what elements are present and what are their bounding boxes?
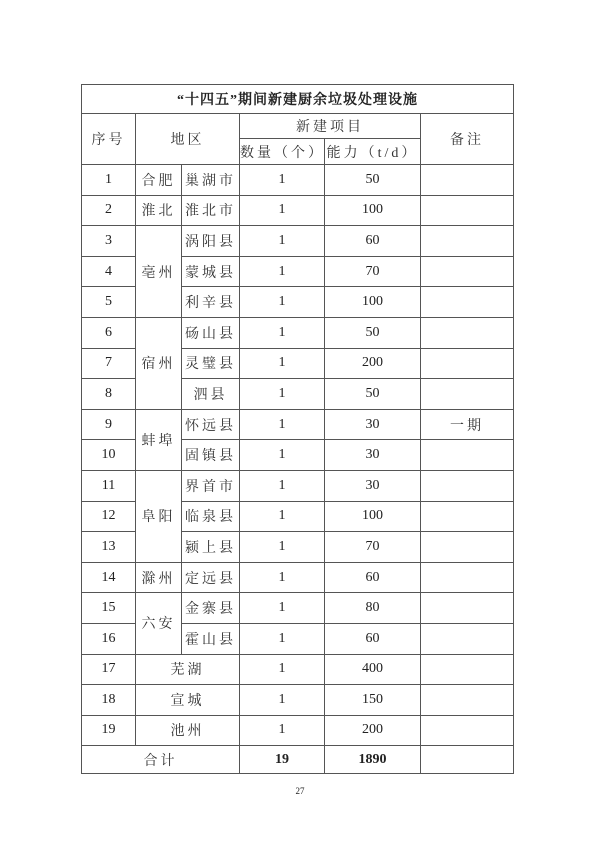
row-city: 合肥	[136, 165, 182, 196]
row-city: 亳州	[136, 226, 182, 318]
row-remarks	[421, 256, 514, 287]
row-index: 15	[82, 593, 136, 624]
row-capacity: 100	[325, 287, 421, 318]
row-index: 13	[82, 532, 136, 563]
table-row	[82, 470, 514, 501]
page-number: 27	[295, 786, 305, 796]
row-index: 10	[82, 440, 136, 471]
total-count: 19	[240, 746, 325, 774]
row-county: 泗县	[182, 379, 240, 410]
row-count: 1	[240, 623, 325, 654]
row-count: 1	[240, 532, 325, 563]
table-row	[82, 562, 514, 593]
row-capacity: 100	[325, 501, 421, 532]
row-index: 14	[82, 562, 136, 593]
row-county: 临泉县	[182, 501, 240, 532]
row-count: 1	[240, 287, 325, 318]
header-region: 地区	[136, 114, 240, 165]
row-remarks	[421, 348, 514, 379]
row-remarks	[421, 593, 514, 624]
row-index: 16	[82, 623, 136, 654]
row-count: 1	[240, 256, 325, 287]
row-remarks	[421, 562, 514, 593]
row-remarks	[421, 532, 514, 563]
row-county: 淮北市	[182, 195, 240, 226]
row-county: 怀远县	[182, 409, 240, 440]
row-index: 4	[82, 256, 136, 287]
table-row	[82, 593, 514, 624]
row-capacity: 60	[325, 226, 421, 257]
row-county: 灵璧县	[182, 348, 240, 379]
facilities-table	[81, 84, 514, 774]
row-count: 1	[240, 440, 325, 471]
row-count: 1	[240, 379, 325, 410]
row-capacity: 30	[325, 440, 421, 471]
row-index: 6	[82, 317, 136, 348]
row-city: 芜湖	[136, 654, 240, 685]
row-county: 界首市	[182, 470, 240, 501]
row-remarks	[421, 317, 514, 348]
table-row	[82, 317, 514, 348]
row-count: 1	[240, 593, 325, 624]
row-county: 霍山县	[182, 623, 240, 654]
row-count: 1	[240, 685, 325, 716]
table-row	[82, 165, 514, 196]
header-new-project: 新建项目	[240, 114, 421, 139]
table-row	[82, 715, 514, 746]
table-row	[82, 654, 514, 685]
total-row	[82, 746, 514, 774]
header-index: 序号	[82, 114, 136, 165]
row-remarks	[421, 287, 514, 318]
table-row	[82, 195, 514, 226]
row-city: 宿州	[136, 317, 182, 409]
row-county: 巢湖市	[182, 165, 240, 196]
row-remarks: 一期	[421, 409, 514, 440]
row-remarks	[421, 226, 514, 257]
table-title: “十四五”期间新建厨余垃圾处理设施	[82, 85, 514, 114]
row-index: 7	[82, 348, 136, 379]
row-county: 砀山县	[182, 317, 240, 348]
row-index: 5	[82, 287, 136, 318]
row-count: 1	[240, 226, 325, 257]
row-city: 宣城	[136, 685, 240, 716]
row-remarks	[421, 623, 514, 654]
header-count: 数量（个）	[240, 139, 325, 165]
header-capacity: 能力（t/d）	[325, 139, 421, 165]
row-remarks	[421, 685, 514, 716]
row-remarks	[421, 470, 514, 501]
row-capacity: 100	[325, 195, 421, 226]
row-county: 利辛县	[182, 287, 240, 318]
row-count: 1	[240, 348, 325, 379]
row-city: 滁州	[136, 562, 182, 593]
row-capacity: 50	[325, 317, 421, 348]
row-city: 六安	[136, 593, 182, 654]
header-remarks: 备注	[421, 114, 514, 165]
row-count: 1	[240, 654, 325, 685]
row-capacity: 60	[325, 623, 421, 654]
row-county: 蒙城县	[182, 256, 240, 287]
row-remarks	[421, 195, 514, 226]
table-row	[82, 409, 514, 440]
row-county: 固镇县	[182, 440, 240, 471]
row-index: 1	[82, 165, 136, 196]
row-capacity: 30	[325, 409, 421, 440]
total-label: 合计	[82, 746, 240, 774]
row-county: 颍上县	[182, 532, 240, 563]
row-remarks	[421, 501, 514, 532]
row-capacity: 150	[325, 685, 421, 716]
row-index: 3	[82, 226, 136, 257]
row-index: 9	[82, 409, 136, 440]
row-count: 1	[240, 165, 325, 196]
row-capacity: 60	[325, 562, 421, 593]
row-index: 17	[82, 654, 136, 685]
total-capacity: 1890	[325, 746, 421, 774]
table-row	[82, 685, 514, 716]
row-city: 阜阳	[136, 470, 182, 562]
row-remarks	[421, 440, 514, 471]
row-county: 定远县	[182, 562, 240, 593]
row-count: 1	[240, 562, 325, 593]
row-count: 1	[240, 409, 325, 440]
row-county: 金寨县	[182, 593, 240, 624]
row-index: 2	[82, 195, 136, 226]
row-remarks	[421, 379, 514, 410]
row-capacity: 50	[325, 165, 421, 196]
row-count: 1	[240, 195, 325, 226]
row-count: 1	[240, 501, 325, 532]
row-index: 8	[82, 379, 136, 410]
row-remarks	[421, 165, 514, 196]
row-capacity: 80	[325, 593, 421, 624]
row-remarks	[421, 715, 514, 746]
row-city: 淮北	[136, 195, 182, 226]
row-remarks	[421, 654, 514, 685]
row-county: 涡阳县	[182, 226, 240, 257]
row-count: 1	[240, 715, 325, 746]
row-capacity: 30	[325, 470, 421, 501]
row-capacity: 70	[325, 532, 421, 563]
row-count: 1	[240, 317, 325, 348]
row-count: 1	[240, 470, 325, 501]
row-city: 池州	[136, 715, 240, 746]
row-capacity: 400	[325, 654, 421, 685]
total-remarks	[421, 746, 514, 774]
row-capacity: 200	[325, 715, 421, 746]
row-index: 12	[82, 501, 136, 532]
row-capacity: 50	[325, 379, 421, 410]
row-index: 18	[82, 685, 136, 716]
table-row	[82, 226, 514, 257]
row-capacity: 200	[325, 348, 421, 379]
row-city: 蚌埠	[136, 409, 182, 470]
row-capacity: 70	[325, 256, 421, 287]
row-index: 11	[82, 470, 136, 501]
row-index: 19	[82, 715, 136, 746]
